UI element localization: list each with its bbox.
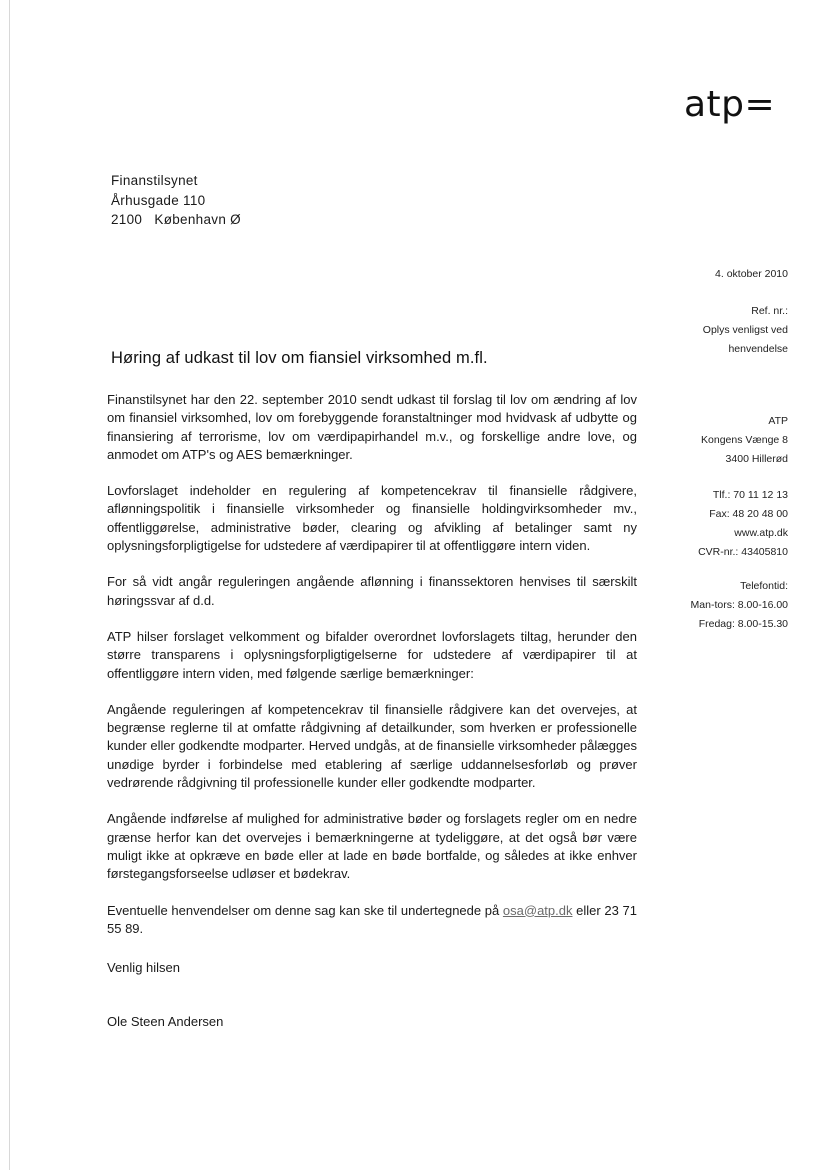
- recipient-name: Finanstilsynet: [111, 173, 198, 188]
- letter-body: [107, 391, 637, 956]
- reference-block: [568, 302, 788, 359]
- email-link[interactable]: osa@atp.dk: [502, 902, 573, 918]
- paragraph-4: ATP hilser forslaget velkomment og bifalder overordnet lovforslagets tiltag, herunder den større transparens i oplysningsforpligtigelserne for udstedere af værdipapirer til at offentliggøre intern viden, med følgende særlige bemærkninger:: [107, 628, 637, 681]
- recipient-street: Århusgade 110: [111, 192, 206, 208]
- sender-city: 3400 Hillerød: [725, 453, 788, 465]
- paragraph-1: Finanstilsynet har den 22. september 2010 sendt udkast til forslag til lov om ændring af lov om finansiel virksomhed, lov om forebyggende foranstaltninger mod hvidvask af udbytte og finansiering af terrorisme, lov om værdipapirhandel m.v., og forskellige andre love, og anmodet om ATP's og AES bemærkninger.: [107, 392, 637, 462]
- contact-text-before: Eventuelle henvendelser om denne sag kan ske til undertegnede på: [107, 902, 503, 918]
- ref-label: Ref. nr.:: [751, 305, 788, 317]
- paragraph-3: For så vidt angår reguleringen angående aflønning i finanssektoren henvises til særskilt høringssvar af d.d.: [107, 574, 637, 608]
- paragraph-6: Angående indførelse af mulighed for administrative bøder og forslagets regler om en nedre grænse herfor kan det overvejes i bemærkningerne at tydeliggøre, at det også bør være muligt ikke at opkræve en bøde eller at lade en bøde bortfalde, og således at ikke enhver førstegangsforseelse udløser et bødekrav.: [107, 811, 637, 882]
- sender-cvr: CVR-nr.: 43405810: [698, 546, 788, 558]
- ref-note-line2: henvendelse: [728, 343, 788, 355]
- letter-date: 4. oktober 2010: [715, 268, 788, 280]
- letter-date-block: [568, 265, 788, 284]
- recipient-address: [111, 171, 241, 230]
- atp-logo: atp=: [684, 84, 776, 125]
- sender-phone: Tlf.: 70 11 12 13: [712, 489, 788, 501]
- recipient-city: 2100 København Ø: [111, 212, 241, 227]
- sender-org: ATP: [768, 415, 788, 427]
- closing-greeting: Venlig hilsen: [107, 960, 180, 975]
- sender-website: www.atp.dk: [734, 527, 788, 539]
- hours-friday: Fredag: 8.00-15.30: [698, 618, 788, 630]
- sender-street: Kongens Vænge 8: [701, 434, 788, 446]
- page-edge-line: [9, 0, 10, 1170]
- hours-label: Telefontid:: [740, 580, 788, 592]
- paragraph-7: [107, 902, 637, 939]
- signature-name: Ole Steen Andersen: [107, 1014, 224, 1029]
- hours-weekday: Man-tors: 8.00-16.00: [690, 599, 788, 611]
- sender-fax: Fax: 48 20 48 00: [709, 508, 788, 520]
- paragraph-2: Lovforslaget indeholder en regulering af kompetencekrav til finansielle rådgivere, aflønningspolitik i finansielle virksomheder og finansielle holdingvirksomheder mv., offentliggørelse, administrative bøder, clearing og afvikling af betalinger samt ny oplysningsforpligtigelse for udstedere af værdipapirer til at offentliggøre intern viden.: [107, 483, 637, 554]
- letter-subject: Høring af udkast til lov om fiansiel virksomhed m.fl.: [111, 349, 488, 367]
- ref-note-line1: Oplys venligst ved: [702, 324, 788, 336]
- paragraph-5: Angående reguleringen af kompetencekrav til finansielle rådgivere kan det overvejes, at begrænse reglerne til at omfatte rådgivning af detailkunder, som hverken er professionelle kunder eller godkendte modparter. Herved undgås, at de finansielle virksomheder pålægges unødige byrder i forbindelse med etablering af særlige uddannelsesforløb og prøver vedrørende rådgivning til professionelle kunder eller godkendte modparter.: [107, 701, 637, 791]
- contact-text-after: eller 23 71 55 89.: [107, 902, 637, 936]
